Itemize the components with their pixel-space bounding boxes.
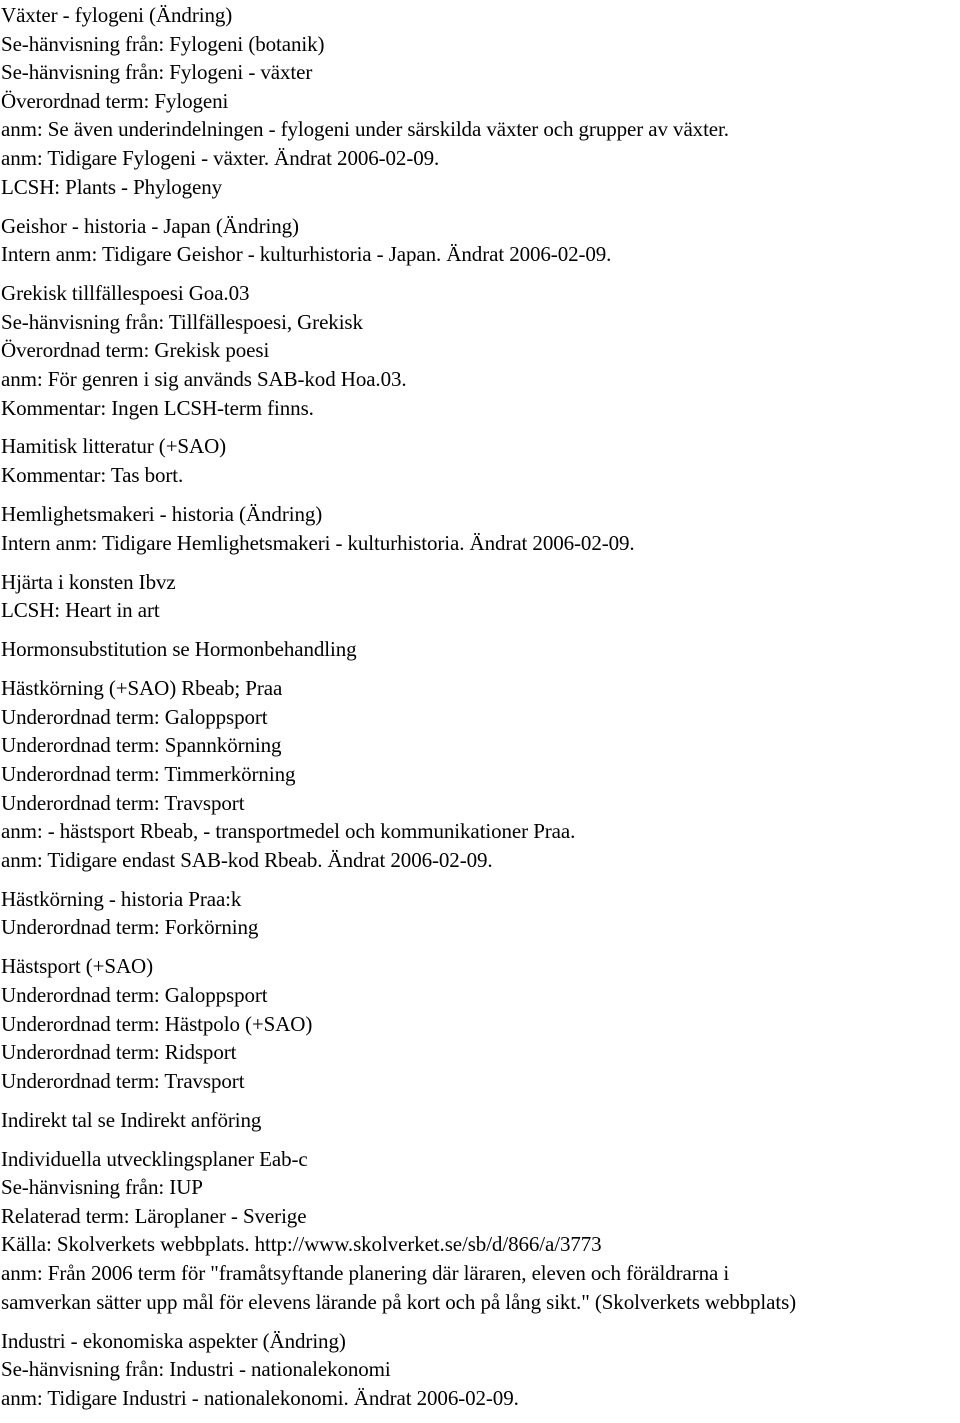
term-heading: Växter - fylogeni (Ändring) (1, 3, 233, 27)
term-heading: Industri - ekonomiska aspekter (Ändring) (1, 1328, 346, 1353)
term-entry-hamitisk-litteratur (1, 432, 959, 489)
term-heading: Hästkörning - historia Praa:k (1, 886, 242, 911)
term-line: anm: Från 2006 term för "framåtsyftande planering där läraren, eleven och föräldrarna i (1, 1261, 730, 1286)
term-line: anm: Tidigare Fylogeni - växter. Ändrat 2006-02-09. (1, 145, 440, 170)
term-line: anm: Tidigare endast SAB-kod Rbeab. Ändrat 2006-02-09. (1, 847, 493, 872)
term-entry-geishor-historia-japan (1, 212, 959, 269)
term-entry-industri-ekonomiska-aspekter (1, 1327, 959, 1413)
term-line: Intern anm: Tidigare Hemlighetsmakeri - kulturhistoria. Ändrat 2006-02-09. (1, 530, 635, 555)
term-line: Underordnad term: Travsport (1, 1068, 245, 1093)
term-line: Kommentar: Tas bort. (1, 463, 184, 488)
term-line: anm: Tidigare Industri - nationalekonomi. Ändrat 2006-02-09. (1, 1385, 519, 1410)
term-entry-hastkorning-historia (1, 885, 959, 942)
term-entry-hastkorning (1, 674, 959, 874)
term-line: Underordnad term: Ridsport (1, 1040, 237, 1065)
term-heading: Hemlighetsmakeri - historia (Ändring) (1, 502, 323, 527)
term-line: Underordnad term: Travsport (1, 790, 245, 815)
term-line: Intern anm: Tidigare Geishor - kulturhistoria - Japan. Ändrat 2006-02-09. (1, 242, 612, 267)
term-entry-grekisk-tillfallespoesi (1, 279, 959, 422)
term-heading: Indirekt tal se Indirekt anföring (1, 1107, 262, 1132)
term-line: Relaterad term: Läroplaner - Sverige (1, 1203, 307, 1228)
term-heading: Hamitisk litteratur (+SAO) (1, 434, 227, 459)
term-line: Underordnad term: Hästpolo (+SAO) (1, 1011, 313, 1036)
term-line: Kommentar: Ingen LCSH-term finns. (1, 395, 314, 420)
term-line: LCSH: Heart in art (1, 598, 160, 623)
term-heading: Individuella utvecklingsplaner Eab-c (1, 1146, 308, 1171)
term-line: Se-hänvisning från: Fylogeni (botanik) (1, 31, 325, 56)
term-entry-hormonsubstitution (1, 635, 959, 664)
term-line: Underordnad term: Forkörning (1, 915, 259, 940)
term-line: LCSH: Plants - Phylogeny (1, 174, 223, 199)
term-line: Källa: Skolverkets webbplats. http://www.skolverket.se/sb/d/866/a/3773 (1, 1232, 602, 1257)
term-heading: Hjärta i konsten Ibvz (1, 569, 176, 594)
term-entry-hastsport (1, 952, 959, 1095)
thesaurus-document (1, 1, 959, 1423)
term-heading: Hästkörning (+SAO) Rbeab; Praa (1, 676, 283, 701)
term-line: Se-hänvisning från: Industri - nationalekonomi (1, 1357, 391, 1382)
term-entry-individuella-utvecklingsplaner (1, 1145, 959, 1317)
term-line: anm: Se även underindelningen - fylogeni under särskilda växter och grupper av växter. (1, 117, 729, 142)
term-line: Underordnad term: Timmerkörning (1, 761, 296, 786)
term-line: Underordnad term: Galoppsport (1, 982, 268, 1007)
term-entry-hjarta-i-konsten (1, 568, 959, 625)
term-line: Underordnad term: Galoppsport (1, 704, 268, 729)
term-line: Underordnad term: Spannkörning (1, 733, 282, 758)
term-line: Se-hänvisning från: Tillfällespoesi, Grekisk (1, 309, 363, 334)
term-line: Överordnad term: Grekisk poesi (1, 338, 270, 363)
term-line: Se-hänvisning från: Fylogeni - växter (1, 60, 313, 85)
term-heading: Hästsport (+SAO) (1, 954, 153, 979)
term-heading: Geishor - historia - Japan (Ändring) (1, 213, 299, 238)
term-entry-vaxter-fylogeni (1, 1, 959, 201)
term-heading: Hormonsubstitution se Hormonbehandling (1, 637, 357, 662)
term-line: Se-hänvisning från: IUP (1, 1175, 203, 1200)
term-heading: Grekisk tillfällespoesi Goa.03 (1, 281, 250, 306)
term-line: anm: För genren i sig används SAB-kod Hoa.03. (1, 366, 407, 391)
term-line: samverkan sätter upp mål för elevens lärande på kort och på lång sikt." (Skolverkets webbplats) (1, 1289, 797, 1314)
term-line: anm: - hästsport Rbeab, - transportmedel och kommunikationer Praa. (1, 819, 576, 844)
term-entry-hemlighetsmakeri-historia (1, 500, 959, 557)
term-line: Överordnad term: Fylogeni (1, 88, 229, 113)
term-entry-indirekt-tal (1, 1106, 959, 1135)
